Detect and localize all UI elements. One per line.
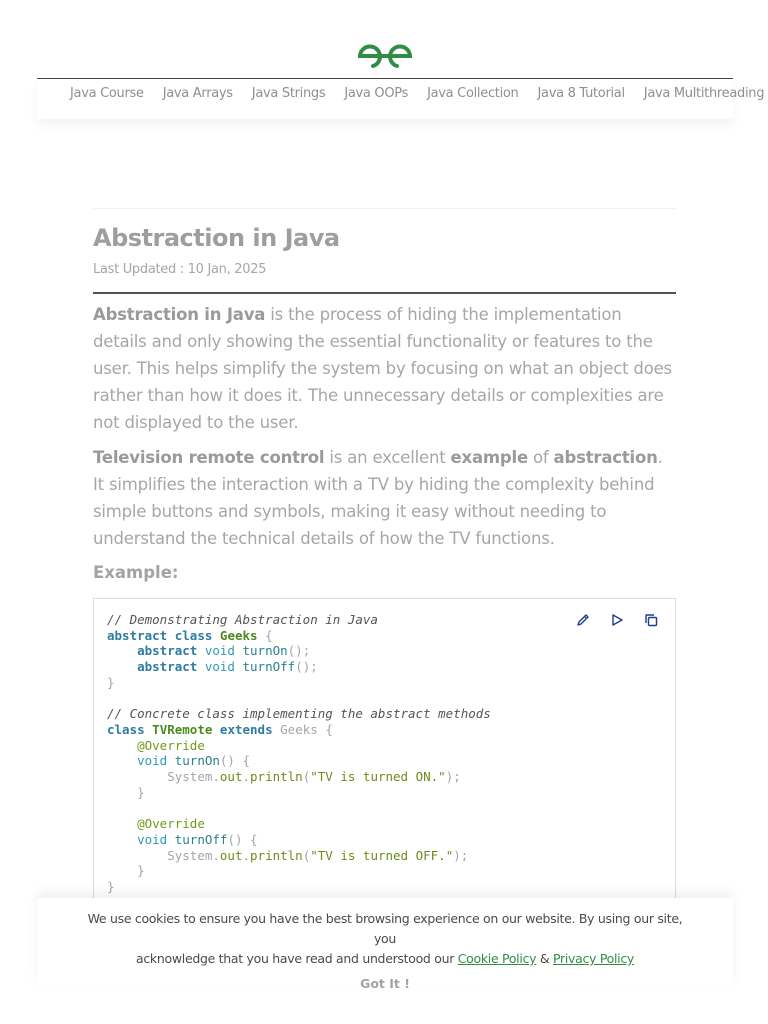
code-parent-class: Geeks: [280, 721, 318, 737]
gfg-logo-icon[interactable]: [355, 40, 415, 72]
cookie-amp: &: [536, 951, 553, 966]
run-icon[interactable]: [607, 611, 627, 629]
code-println: println: [250, 847, 303, 863]
code-string: "TV is turned OFF.": [310, 847, 454, 863]
title-divider: [93, 292, 676, 294]
code-annotation: @Override: [137, 737, 205, 753]
code-method: turnOff: [174, 831, 228, 847]
nav-item-java-collection[interactable]: Java Collection: [427, 86, 519, 101]
copy-icon[interactable]: [641, 611, 661, 629]
intro-bold: Abstraction in Java: [93, 305, 266, 324]
page-title: Abstraction in Java: [93, 224, 340, 252]
cookie-policy-link[interactable]: Cookie Policy: [457, 951, 537, 966]
cookie-line-1: We use cookies to ensure you have the best browsing experience on our website. By using our site, you: [87, 911, 683, 946]
code-type: void: [204, 643, 235, 659]
code-comment: // Demonstrating Abstraction in Java: [107, 612, 378, 627]
nav-item-java-course[interactable]: Java Course: [70, 86, 144, 101]
code-method: turnOn: [174, 753, 220, 769]
code-annotation: @Override: [137, 816, 205, 832]
example-bold: example: [450, 448, 528, 467]
example-text-3: . It simplifies the interaction with a TV by hiding the complexity behind simple buttons and symbols, making it easy without needing to understand the technical details of how the TV functions.: [93, 448, 663, 548]
code-class-name: Geeks: [219, 627, 258, 643]
code-out: out: [219, 847, 243, 863]
cookie-line-2: acknowledge that you have read and understood our: [136, 951, 458, 966]
code-system: System: [167, 847, 213, 863]
topic-nav: [37, 79, 765, 119]
code-comment: // Concrete class implementing the abstract methods: [107, 706, 491, 722]
code-class-name: TVRemote: [152, 721, 213, 737]
nav-item-java-arrays[interactable]: Java Arrays: [162, 86, 233, 101]
code-toolbar: [573, 611, 661, 629]
tv-remote-bold: Television remote control: [93, 448, 325, 467]
nav-item-java-8-tutorial[interactable]: Java 8 Tutorial: [537, 86, 625, 101]
example-paragraph: [93, 444, 677, 552]
code-keyword: abstract: [137, 659, 198, 675]
intro-paragraph: [93, 301, 677, 436]
code-type: void: [137, 831, 168, 847]
example-text-2: of: [527, 448, 554, 467]
article-divider: [93, 208, 676, 209]
last-updated: Last Updated : 10 Jan, 2025: [93, 262, 267, 277]
nav-item-java-oops[interactable]: Java OOPs: [344, 86, 409, 101]
code-keyword: class: [174, 627, 213, 643]
example-heading: Example:: [93, 563, 179, 582]
abstraction-bold: abstraction: [553, 448, 658, 467]
code-out: out: [219, 769, 243, 785]
cookie-banner: [37, 898, 733, 991]
got-it-button[interactable]: Got It !: [360, 976, 410, 991]
code-keyword: extends: [219, 721, 273, 737]
code-type: void: [137, 753, 168, 769]
site-header: [0, 0, 768, 80]
code-listing: // Demonstrating Abstraction in Java abstract class Geeks { abstract void turnOn(); abstract void turnOff(); } // Concrete class implementing the abstract methods class TVRemote extends Geeks { @Override void turnOn() { System.out.println("TV is turned ON."); } @Override void turnOff() { System.out.println("TV is turned OFF."); } }: [107, 612, 491, 894]
code-system: System: [167, 769, 213, 785]
nav-item-java-strings[interactable]: Java Strings: [251, 86, 326, 101]
nav-item-java-multithreading[interactable]: Java Multithreading: [643, 86, 765, 101]
code-keyword: class: [107, 721, 145, 737]
code-println: println: [250, 769, 303, 785]
privacy-policy-link[interactable]: Privacy Policy: [553, 951, 634, 966]
edit-icon[interactable]: [573, 611, 593, 629]
code-method: turnOff: [242, 659, 296, 675]
code-keyword: abstract: [107, 627, 168, 643]
example-text-1: is an excellent: [324, 448, 451, 467]
code-type: void: [204, 659, 235, 675]
code-method: turnOn: [242, 643, 288, 659]
intro-text: is the process of hiding the implementation details and only showing the essential functionality or features to the user. This helps simplify the system by focusing on what an object does rather than how it does it. The unnecessary details or complexities are not displayed to the user.: [93, 305, 672, 432]
code-keyword: abstract: [137, 643, 198, 659]
cookie-message: [37, 898, 733, 969]
code-string: "TV is turned ON.": [310, 769, 446, 785]
